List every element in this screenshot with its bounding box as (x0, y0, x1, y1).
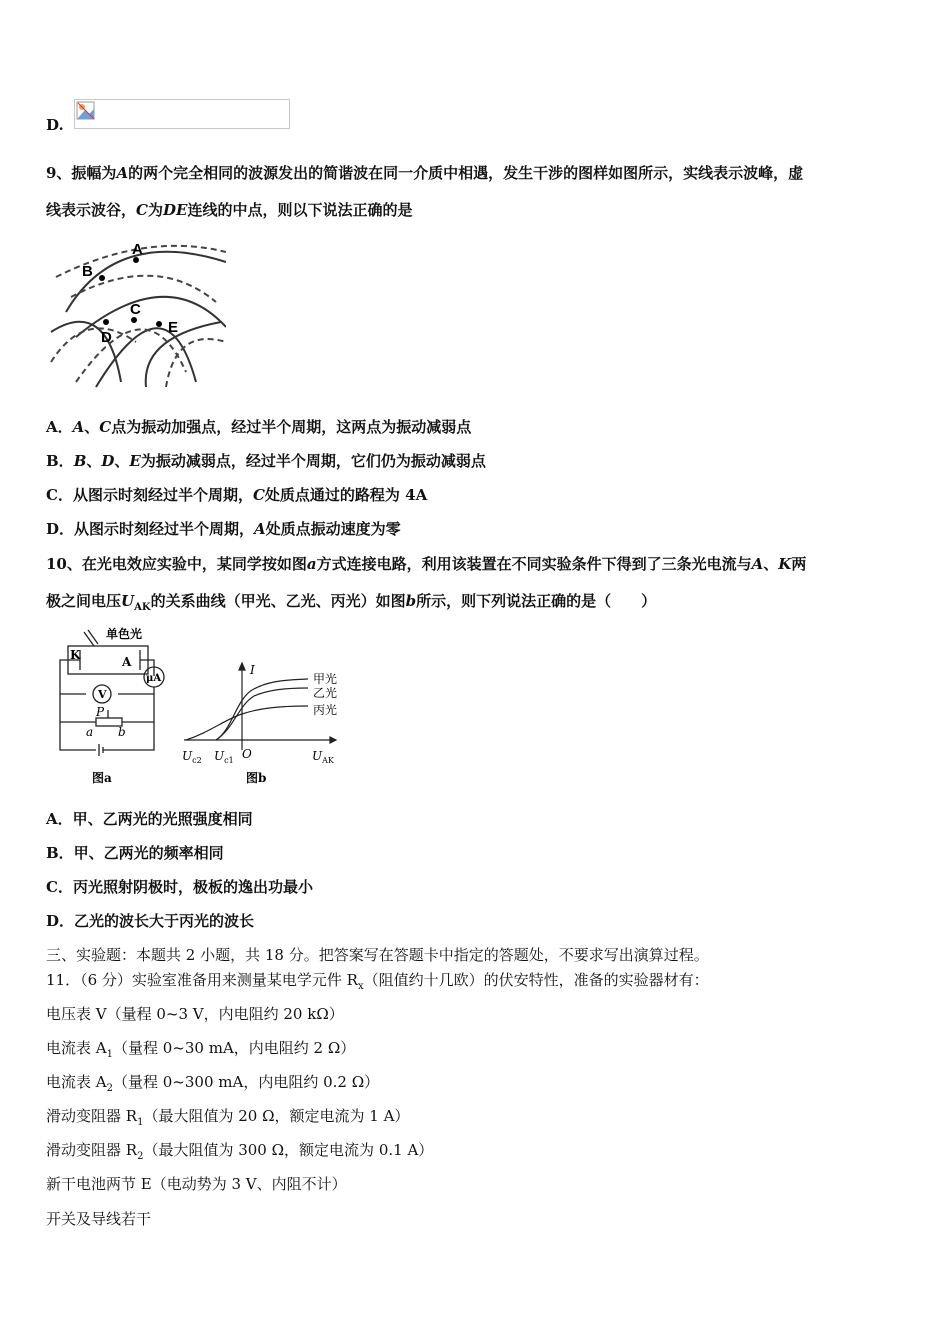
q8-option-d-label: D. (46, 116, 64, 134)
q11-item-ammeter-a1: 电流表 $A_1$（量程 0~30 mA，内电阻约 2 Ω） (46, 1039, 356, 1060)
curve-yi (216, 688, 308, 740)
section-3-heading: 三、实验题：本题共 2 小题，共 18 分。把答案写在答题卡中指定的答题处，不要求写出演算过程。 (46, 946, 709, 964)
label-a: A (122, 655, 132, 669)
q8-option-d (46, 116, 64, 134)
q11-stem: 11．（6 分）实验室准备用来测量某电学元件 $R_x$（阻值约十几欧）的伏安特性，准备的实验器材有： (46, 971, 709, 992)
q9-option-d: D．从图示时刻经过半个周期，A处质点振动速度为零 (46, 520, 401, 538)
label-light: 单色光 (106, 627, 143, 641)
q10-stem-line1: 10、在光电效应实验中，某同学按如图a方式连接电路，利用该装置在不同实验条件下得到了三条光电流与A、K两 (46, 555, 807, 573)
q10-figure-a-circuit (56, 626, 172, 790)
label-rb: b (118, 725, 126, 739)
tick-uc1: $U_{c1}$ (214, 749, 234, 765)
point-e-label: E (168, 319, 179, 336)
q9-option-a: A．A、C点为振动加强点，经过半个周期，这两点为振动减弱点 (46, 418, 472, 436)
label-k: K (70, 648, 81, 662)
point-b-label: B (82, 263, 93, 280)
tick-uc2: $U_{c2}$ (182, 749, 202, 765)
q10-figure-b-curves (180, 660, 356, 790)
q11-item-voltmeter: 电压表 V（量程 0~3 V，内电阻约 20 kΩ） (46, 1005, 344, 1023)
q11-item-rheostat-r2: 滑动变阻器 $R_2$（最大阻值为 300 Ω，额定电流为 0.1 A） (46, 1141, 434, 1162)
q9-interference-figure (46, 232, 226, 392)
q10-stem-line2: 极之间电压$U_{AK}$的关系曲线（甲光、乙光、丙光）如图b所示，则下列说法正确的是（ ） (46, 592, 657, 613)
q11-item-switch: 开关及导线若干 (46, 1210, 152, 1228)
label-ra: a (86, 725, 94, 739)
fig-a-caption: 图a (92, 771, 112, 785)
q9-option-b: B．B、D、E为振动减弱点，经过半个周期，它们仍为振动减弱点 (46, 452, 486, 470)
q9-stem-line1: 9、振幅为A的两个完全相同的波源发出的简谐波在同一介质中相遇，发生干涉的图样如图所示，实线表示波峰，虚 (46, 164, 804, 182)
curve-bing (186, 706, 308, 740)
q10-option-b: B．甲、乙两光的频率相同 (46, 844, 224, 862)
crest-arc-2 (76, 297, 226, 337)
broken-image-placeholder (74, 99, 290, 129)
fig-b-caption: 图b (246, 771, 267, 785)
point-b-dot (99, 275, 105, 281)
q9-option-c: C．从图示时刻经过半个周期，C处质点通过的路程为 4A (46, 486, 428, 504)
legend-jia: 甲光 (313, 672, 338, 686)
origin-o: O (242, 747, 252, 761)
crest-arc-1 (66, 252, 226, 312)
legend-bing: 丙光 (313, 703, 338, 717)
legend-yi: 乙光 (313, 686, 338, 700)
crest-arc-5 (146, 322, 221, 387)
axis-label-uak: $U_{AK}$ (312, 749, 334, 765)
point-c-label: C (130, 301, 141, 318)
trough-arc-4 (51, 328, 136, 362)
label-v: V (98, 688, 107, 701)
q10-option-d: D．乙光的波长大于丙光的波长 (46, 912, 255, 930)
broken-image-icon (76, 101, 96, 121)
point-a-label: A (132, 241, 143, 258)
label-ua: μA (146, 673, 162, 684)
q11-item-rheostat-r1: 滑动变阻器 $R_1$（最大阻值为 20 Ω，额定电流为 1 A） (46, 1107, 410, 1128)
axis-label-i: I (250, 663, 255, 677)
point-d-dot (103, 319, 109, 325)
q10-option-c: C．丙光照射阴极时，极板的逸出功最小 (46, 878, 313, 896)
point-d-label: D (101, 329, 112, 346)
q11-item-battery: 新干电池两节 E（电动势为 3 V、内阻不计） (46, 1175, 347, 1193)
point-e-dot (156, 321, 162, 327)
q9-stem-line2: 线表示波谷，C为DE连线的中点，则以下说法正确的是 (46, 201, 413, 219)
q10-option-a: A．甲、乙两光的光照强度相同 (46, 810, 253, 828)
label-p: P (96, 705, 105, 719)
q11-item-ammeter-a2: 电流表 $A_2$（量程 0~300 mA，内电阻约 0.2 Ω） (46, 1073, 380, 1094)
